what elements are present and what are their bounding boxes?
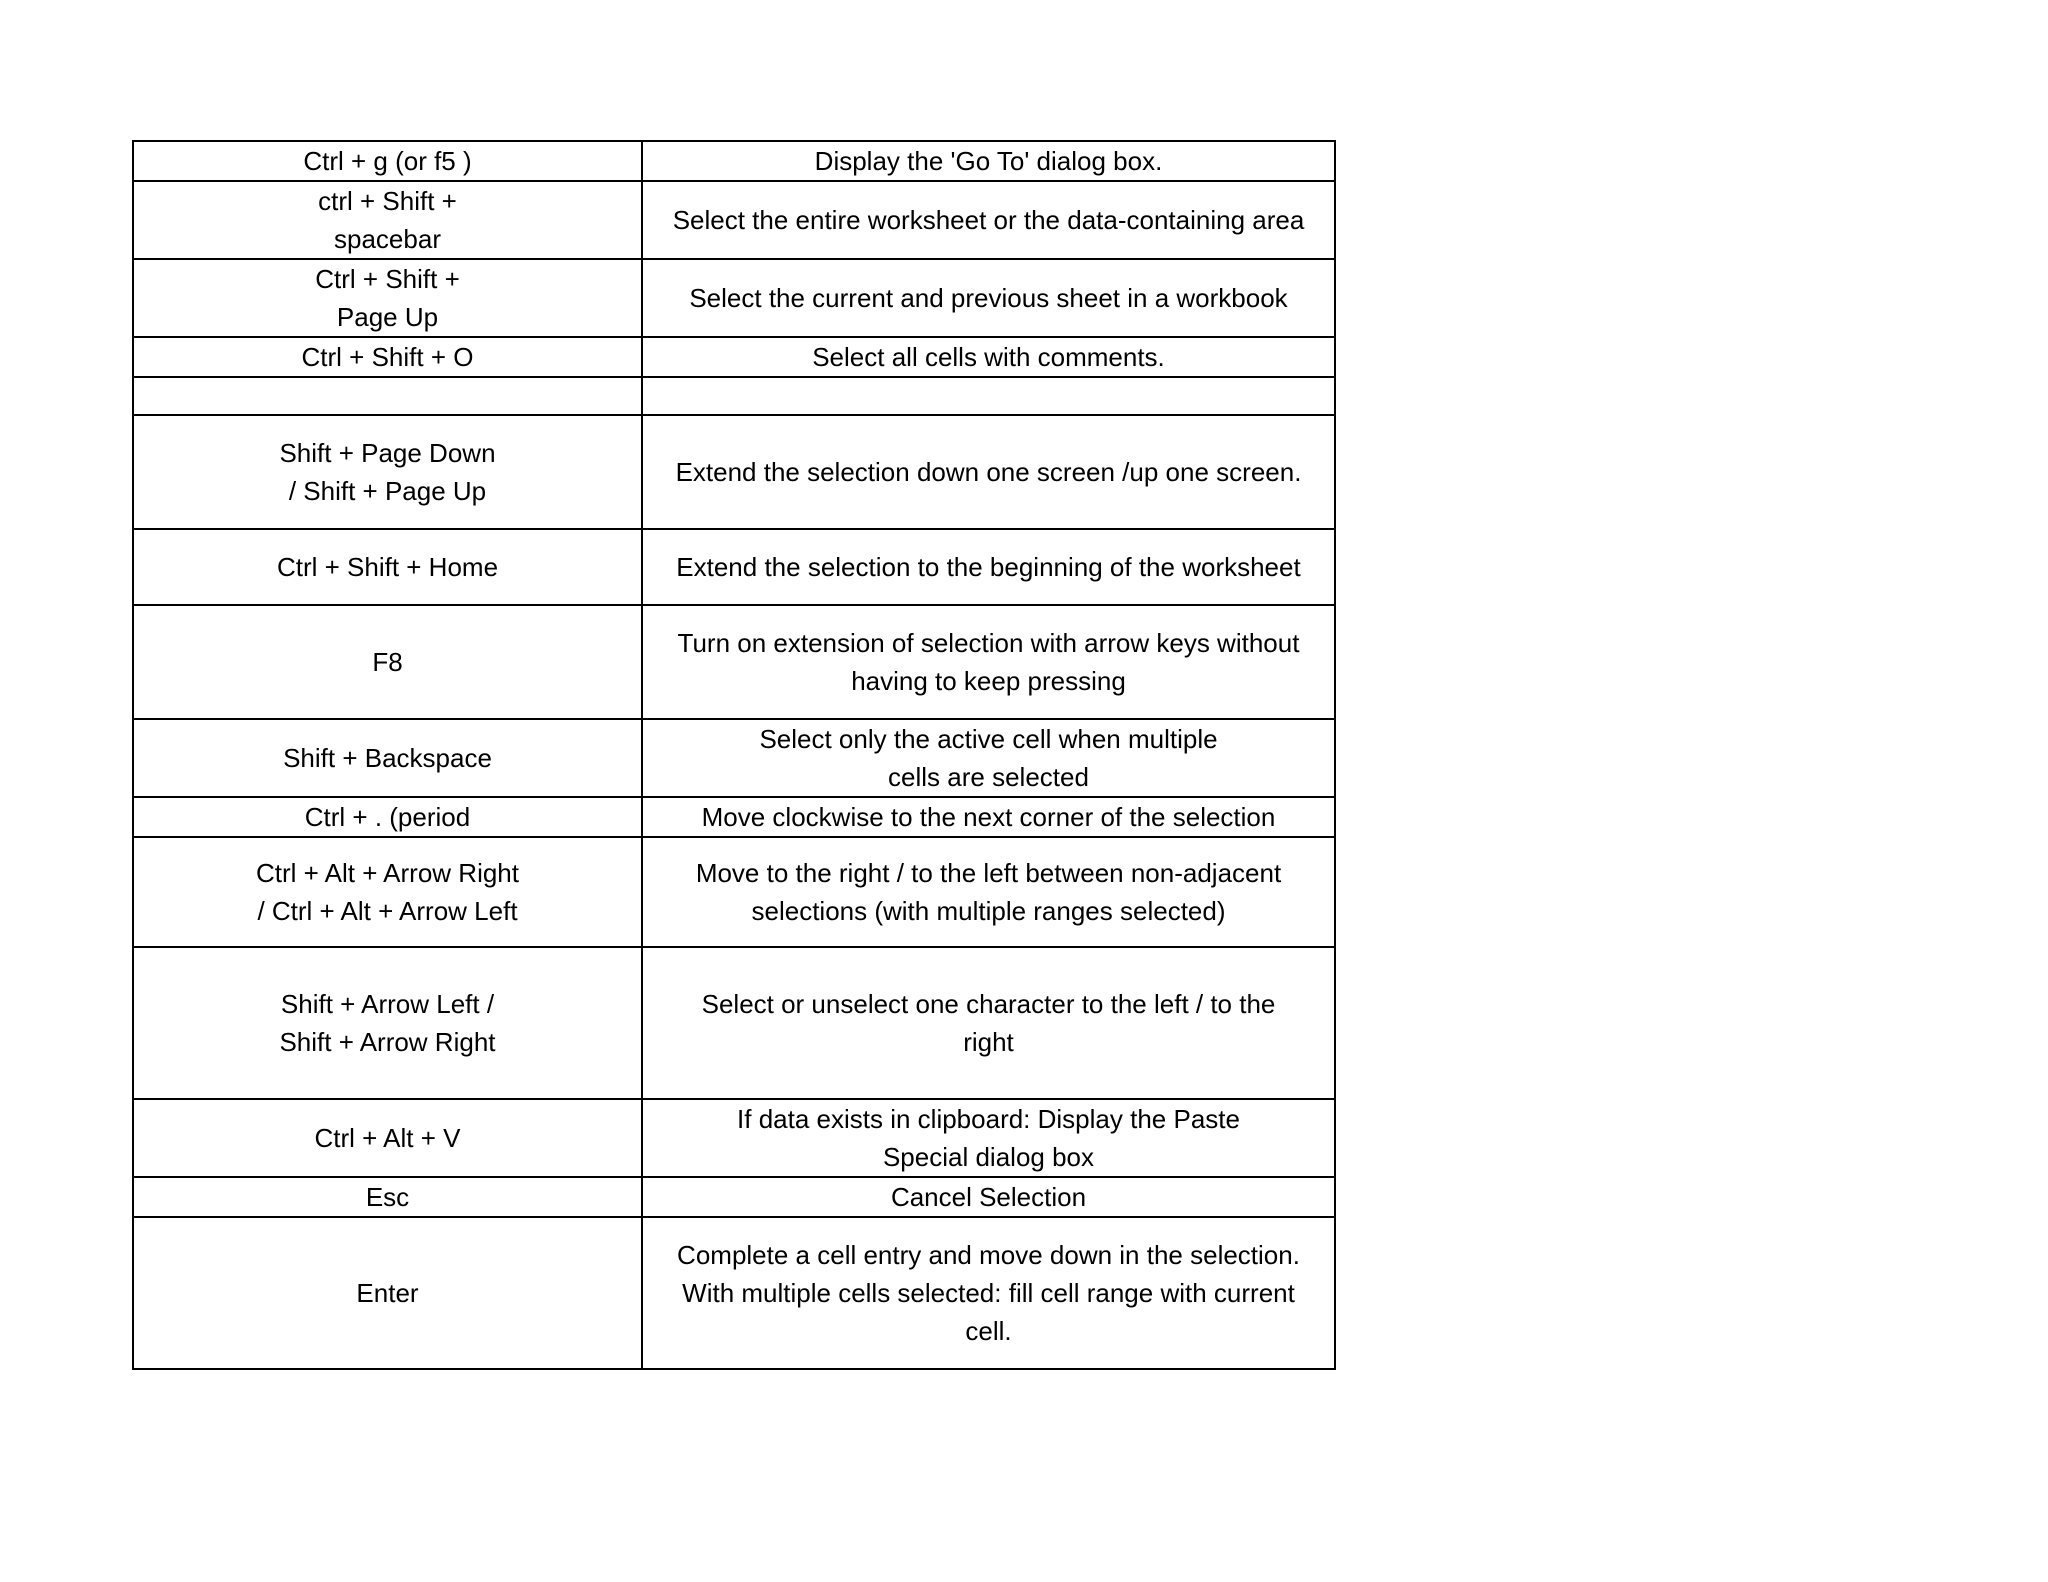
shortcut-description-cell: Extend the selection down one screen /up one screen. [642, 415, 1335, 529]
shortcut-key-cell: F8 [133, 605, 642, 719]
shortcut-description-cell: If data exists in clipboard: Display the Paste Special dialog box [642, 1099, 1335, 1177]
table-row [133, 837, 1335, 947]
table-row [133, 947, 1335, 1099]
shortcut-key-cell: Ctrl + Shift + Home [133, 529, 642, 605]
table-row [133, 605, 1335, 719]
shortcut-description-cell: Cancel Selection [642, 1177, 1335, 1217]
shortcut-description-cell: Complete a cell entry and move down in the selection. With multiple cells selected: fill cell range with current cell. [642, 1217, 1335, 1369]
table-row [133, 259, 1335, 337]
shortcut-key-cell: Shift + Backspace [133, 719, 642, 797]
table-row [133, 719, 1335, 797]
shortcut-key-cell: Enter [133, 1217, 642, 1369]
shortcut-key-cell: ctrl + Shift + spacebar [133, 181, 642, 259]
shortcut-key-cell: Shift + Arrow Left / Shift + Arrow Right [133, 947, 642, 1099]
shortcut-description-cell: Extend the selection to the beginning of the worksheet [642, 529, 1335, 605]
shortcut-description-cell: Select the entire worksheet or the data-containing area [642, 181, 1335, 259]
shortcut-description-cell: Turn on extension of selection with arrow keys without having to keep pressing [642, 605, 1335, 719]
table-row [133, 1217, 1335, 1369]
shortcut-key-cell: Ctrl + Shift + Page Up [133, 259, 642, 337]
shortcut-key-cell: Shift + Page Down / Shift + Page Up [133, 415, 642, 529]
table-row [133, 377, 1335, 415]
shortcut-key-cell: Ctrl + . (period [133, 797, 642, 837]
shortcut-key-cell: Ctrl + Shift + O [133, 337, 642, 377]
shortcut-description-cell [642, 377, 1335, 415]
table-row [133, 529, 1335, 605]
shortcuts-table [132, 140, 1336, 1370]
table-row [133, 337, 1335, 377]
shortcut-description-cell: Select all cells with comments. [642, 337, 1335, 377]
shortcut-key-cell [133, 377, 642, 415]
shortcut-description-cell: Move clockwise to the next corner of the selection [642, 797, 1335, 837]
table-row [133, 141, 1335, 181]
table-row [133, 1099, 1335, 1177]
shortcut-key-cell: Esc [133, 1177, 642, 1217]
shortcut-description-cell: Select the current and previous sheet in a workbook [642, 259, 1335, 337]
table-row [133, 797, 1335, 837]
shortcut-description-cell: Move to the right / to the left between non-adjacent selections (with multiple ranges selected) [642, 837, 1335, 947]
shortcut-key-cell: Ctrl + Alt + V [133, 1099, 642, 1177]
table-row [133, 1177, 1335, 1217]
table-row [133, 415, 1335, 529]
shortcut-description-cell: Select or unselect one character to the left / to the right [642, 947, 1335, 1099]
table-row [133, 181, 1335, 259]
shortcut-description-cell: Select only the active cell when multiple cells are selected [642, 719, 1335, 797]
shortcut-description-cell: Display the 'Go To' dialog box. [642, 141, 1335, 181]
shortcut-key-cell: Ctrl + g (or f5 ) [133, 141, 642, 181]
shortcut-key-cell: Ctrl + Alt + Arrow Right / Ctrl + Alt + Arrow Left [133, 837, 642, 947]
